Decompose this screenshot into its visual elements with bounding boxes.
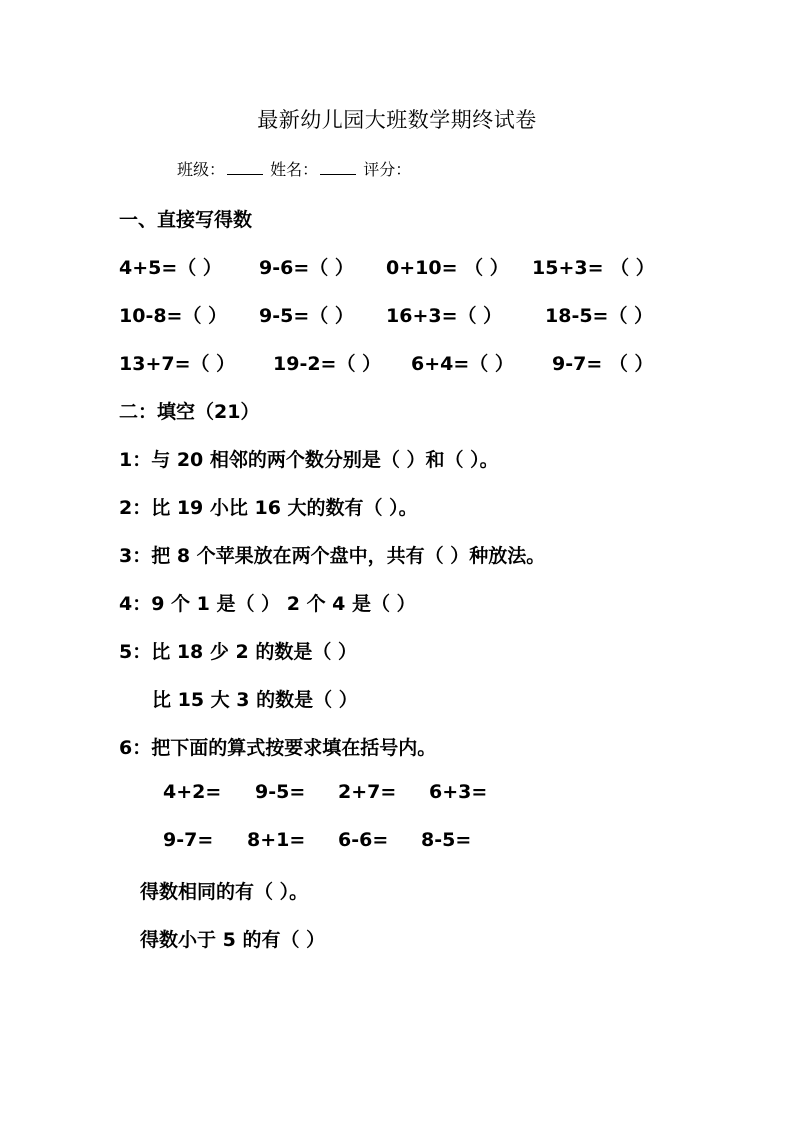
question-4: 4：9 个 1 是（ ） 2 个 4 是（ ） xyxy=(119,593,416,615)
arith-item: 18-5=（ ） xyxy=(545,305,654,327)
arith-item: 0+10= （ ） xyxy=(386,257,509,279)
name-label: 姓名： xyxy=(270,160,319,179)
arith-item: 9-6=（ ） xyxy=(259,257,354,279)
question-6-same: 得数相同的有（ ）。 xyxy=(140,881,309,903)
question-5b: 比 15 大 3 的数是（ ） xyxy=(152,689,358,711)
formula-item: 9-5= xyxy=(255,781,306,803)
arith-item: 9-5=（ ） xyxy=(259,305,354,327)
formula-item: 2+7= xyxy=(338,781,397,803)
formula-item: 9-7= xyxy=(163,829,214,851)
arith-item: 16+3=（ ） xyxy=(386,305,503,327)
question-3: 3：把 8 个苹果放在两个盘中，共有（ ）种放法。 xyxy=(119,545,546,567)
arith-item: 19-2=（ ） xyxy=(273,353,382,375)
page-title: 最新幼儿园大班数学期终试卷 xyxy=(257,108,537,132)
student-info-line xyxy=(177,157,411,180)
question-6: 6：把下面的算式按要求填在括号内。 xyxy=(119,737,437,759)
section2-heading: 二：填空（21） xyxy=(119,401,260,423)
formula-item: 6-6= xyxy=(338,829,389,851)
arith-item: 6+4=（ ） xyxy=(411,353,514,375)
question-2: 2：比 19 小比 16 大的数有（ ）。 xyxy=(119,497,418,519)
arith-item: 4+5=（ ） xyxy=(119,257,222,279)
question-5a: 5：比 18 少 2 的数是（ ） xyxy=(119,641,357,663)
arith-item: 15+3= （ ） xyxy=(532,257,655,279)
question-6-less: 得数小于 5 的有（ ） xyxy=(140,929,326,951)
class-label: 班级： xyxy=(177,160,226,179)
score-label: 评分： xyxy=(363,160,412,179)
question-1: 1：与 20 相邻的两个数分别是（ ）和（ ）。 xyxy=(119,449,499,471)
section1-heading: 一、直接写得数 xyxy=(119,209,253,231)
class-blank[interactable] xyxy=(227,160,263,175)
arith-item: 13+7=（ ） xyxy=(119,353,236,375)
arith-item: 9-7= （ ） xyxy=(552,353,654,375)
formula-item: 4+2= xyxy=(163,781,222,803)
formula-item: 6+3= xyxy=(429,781,488,803)
formula-item: 8-5= xyxy=(421,829,472,851)
formula-item: 8+1= xyxy=(247,829,306,851)
arith-item: 10-8=（ ） xyxy=(119,305,228,327)
name-blank[interactable] xyxy=(320,160,356,175)
